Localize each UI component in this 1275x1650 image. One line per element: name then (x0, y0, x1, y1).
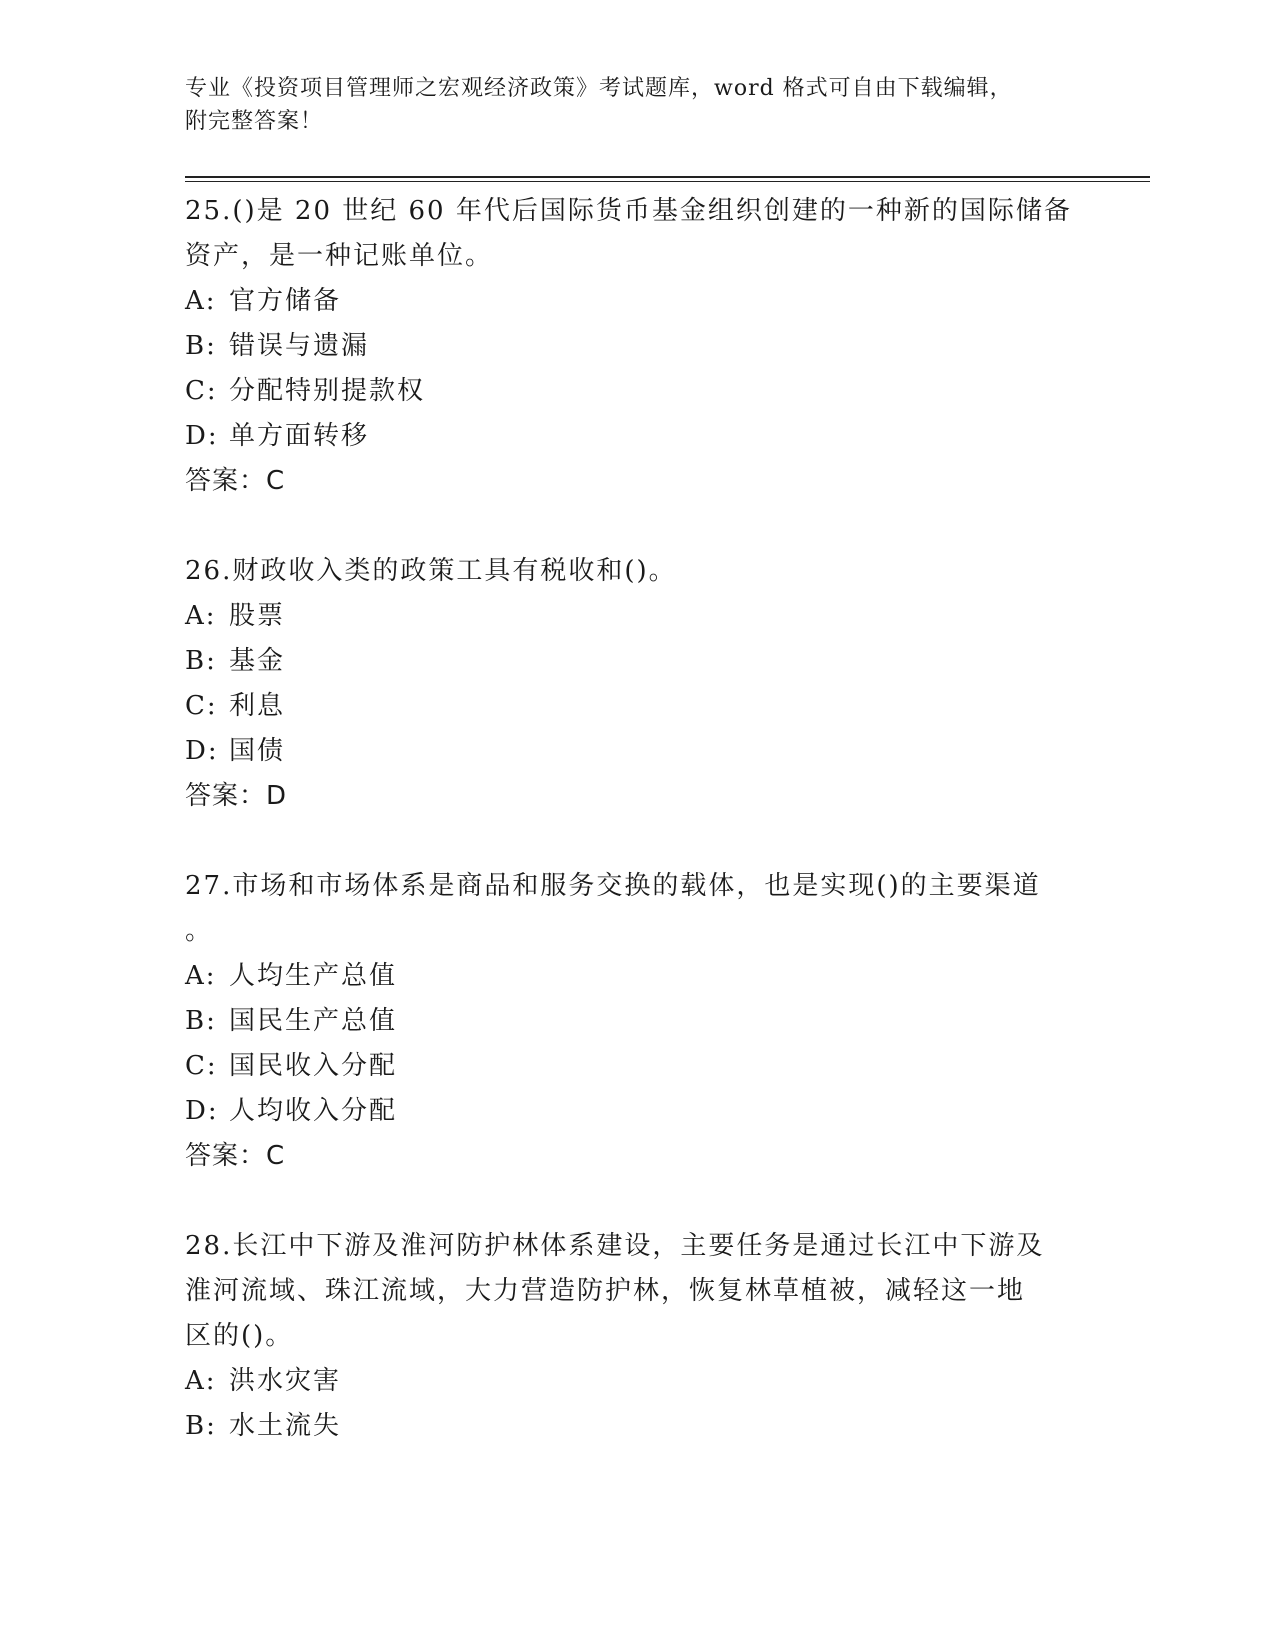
header-rule-thin (185, 181, 1150, 182)
header-line-1: 专业《投资项目管理师之宏观经济政策》考试题库，word 格式可自由下载编辑， (185, 76, 1013, 101)
option-text: 国债 (229, 736, 286, 766)
question-stem-line: 区的()。 (185, 1321, 294, 1351)
option-key: B: (185, 1411, 217, 1441)
option-text: 基金 (229, 646, 286, 676)
option-key: D: (185, 736, 219, 766)
question-stem-line: 28.长江中下游及淮河防护林体系建设，主要任务是通过长江中下游及 (185, 1231, 1045, 1261)
option-b (185, 324, 1075, 369)
question-stem-line: 淮河流域、珠江流域，大力营造防护林，恢复林草植被，减轻这一地 (185, 1276, 1026, 1306)
option-c (185, 369, 1075, 414)
option-text: 利息 (229, 691, 286, 721)
option-b (185, 639, 1075, 684)
option-key: C: (185, 1051, 218, 1081)
option-key: A: (185, 601, 217, 631)
question-stem-line: 25.()是 20 世纪 60 年代后国际货币基金组织创建的一种新的国际储备 (185, 196, 1072, 226)
option-d (185, 414, 1075, 459)
question-stem-line: 资产，是一种记账单位。 (185, 241, 494, 271)
option-text: 水土流失 (229, 1411, 342, 1441)
option-key: B: (185, 1006, 217, 1036)
option-key: A: (185, 286, 217, 316)
option-b (185, 1404, 1075, 1449)
option-b (185, 999, 1075, 1044)
option-text: 分配特别提款权 (229, 376, 426, 406)
option-text: 洪水灾害 (229, 1366, 342, 1396)
answer-line: 答案：C (185, 466, 286, 496)
option-a (185, 279, 1075, 324)
option-c (185, 1044, 1075, 1089)
option-text: 官方储备 (229, 286, 342, 316)
option-key: B: (185, 646, 217, 676)
option-text: 国民收入分配 (229, 1051, 398, 1081)
option-d (185, 729, 1075, 774)
question-stem-line: 26.财政收入类的政策工具有税收和()。 (185, 556, 677, 586)
question-27 (185, 864, 1075, 1179)
header-rule-thick (185, 176, 1150, 178)
question-28 (185, 1224, 1075, 1449)
answer-line: 答案：D (185, 781, 288, 811)
option-a (185, 594, 1075, 639)
option-key: A: (185, 961, 217, 991)
option-text: 国民生产总值 (229, 1006, 398, 1036)
question-26 (185, 549, 1075, 819)
option-text: 股票 (229, 601, 286, 631)
option-text: 人均生产总值 (229, 961, 398, 991)
option-text: 错误与遗漏 (229, 331, 370, 361)
option-text: 人均收入分配 (229, 1096, 398, 1126)
option-key: D: (185, 1096, 219, 1126)
question-stem-line: 27.市场和市场体系是商品和服务交换的载体，也是实现()的主要渠道 (185, 871, 1041, 901)
option-a (185, 1359, 1075, 1404)
option-key: D: (185, 421, 219, 451)
option-text: 单方面转移 (229, 421, 370, 451)
option-key: A: (185, 1366, 217, 1396)
option-key: C: (185, 376, 218, 406)
option-c (185, 684, 1075, 729)
answer-line: 答案：C (185, 1141, 286, 1171)
option-a (185, 954, 1075, 999)
option-d (185, 1089, 1075, 1134)
question-list (185, 189, 1075, 1494)
document-header (185, 72, 1065, 138)
header-line-2: 附完整答案！ (185, 109, 324, 134)
option-key: B: (185, 331, 217, 361)
option-key: C: (185, 691, 218, 721)
question-25 (185, 189, 1075, 504)
question-stem-line: 。 (185, 916, 214, 946)
